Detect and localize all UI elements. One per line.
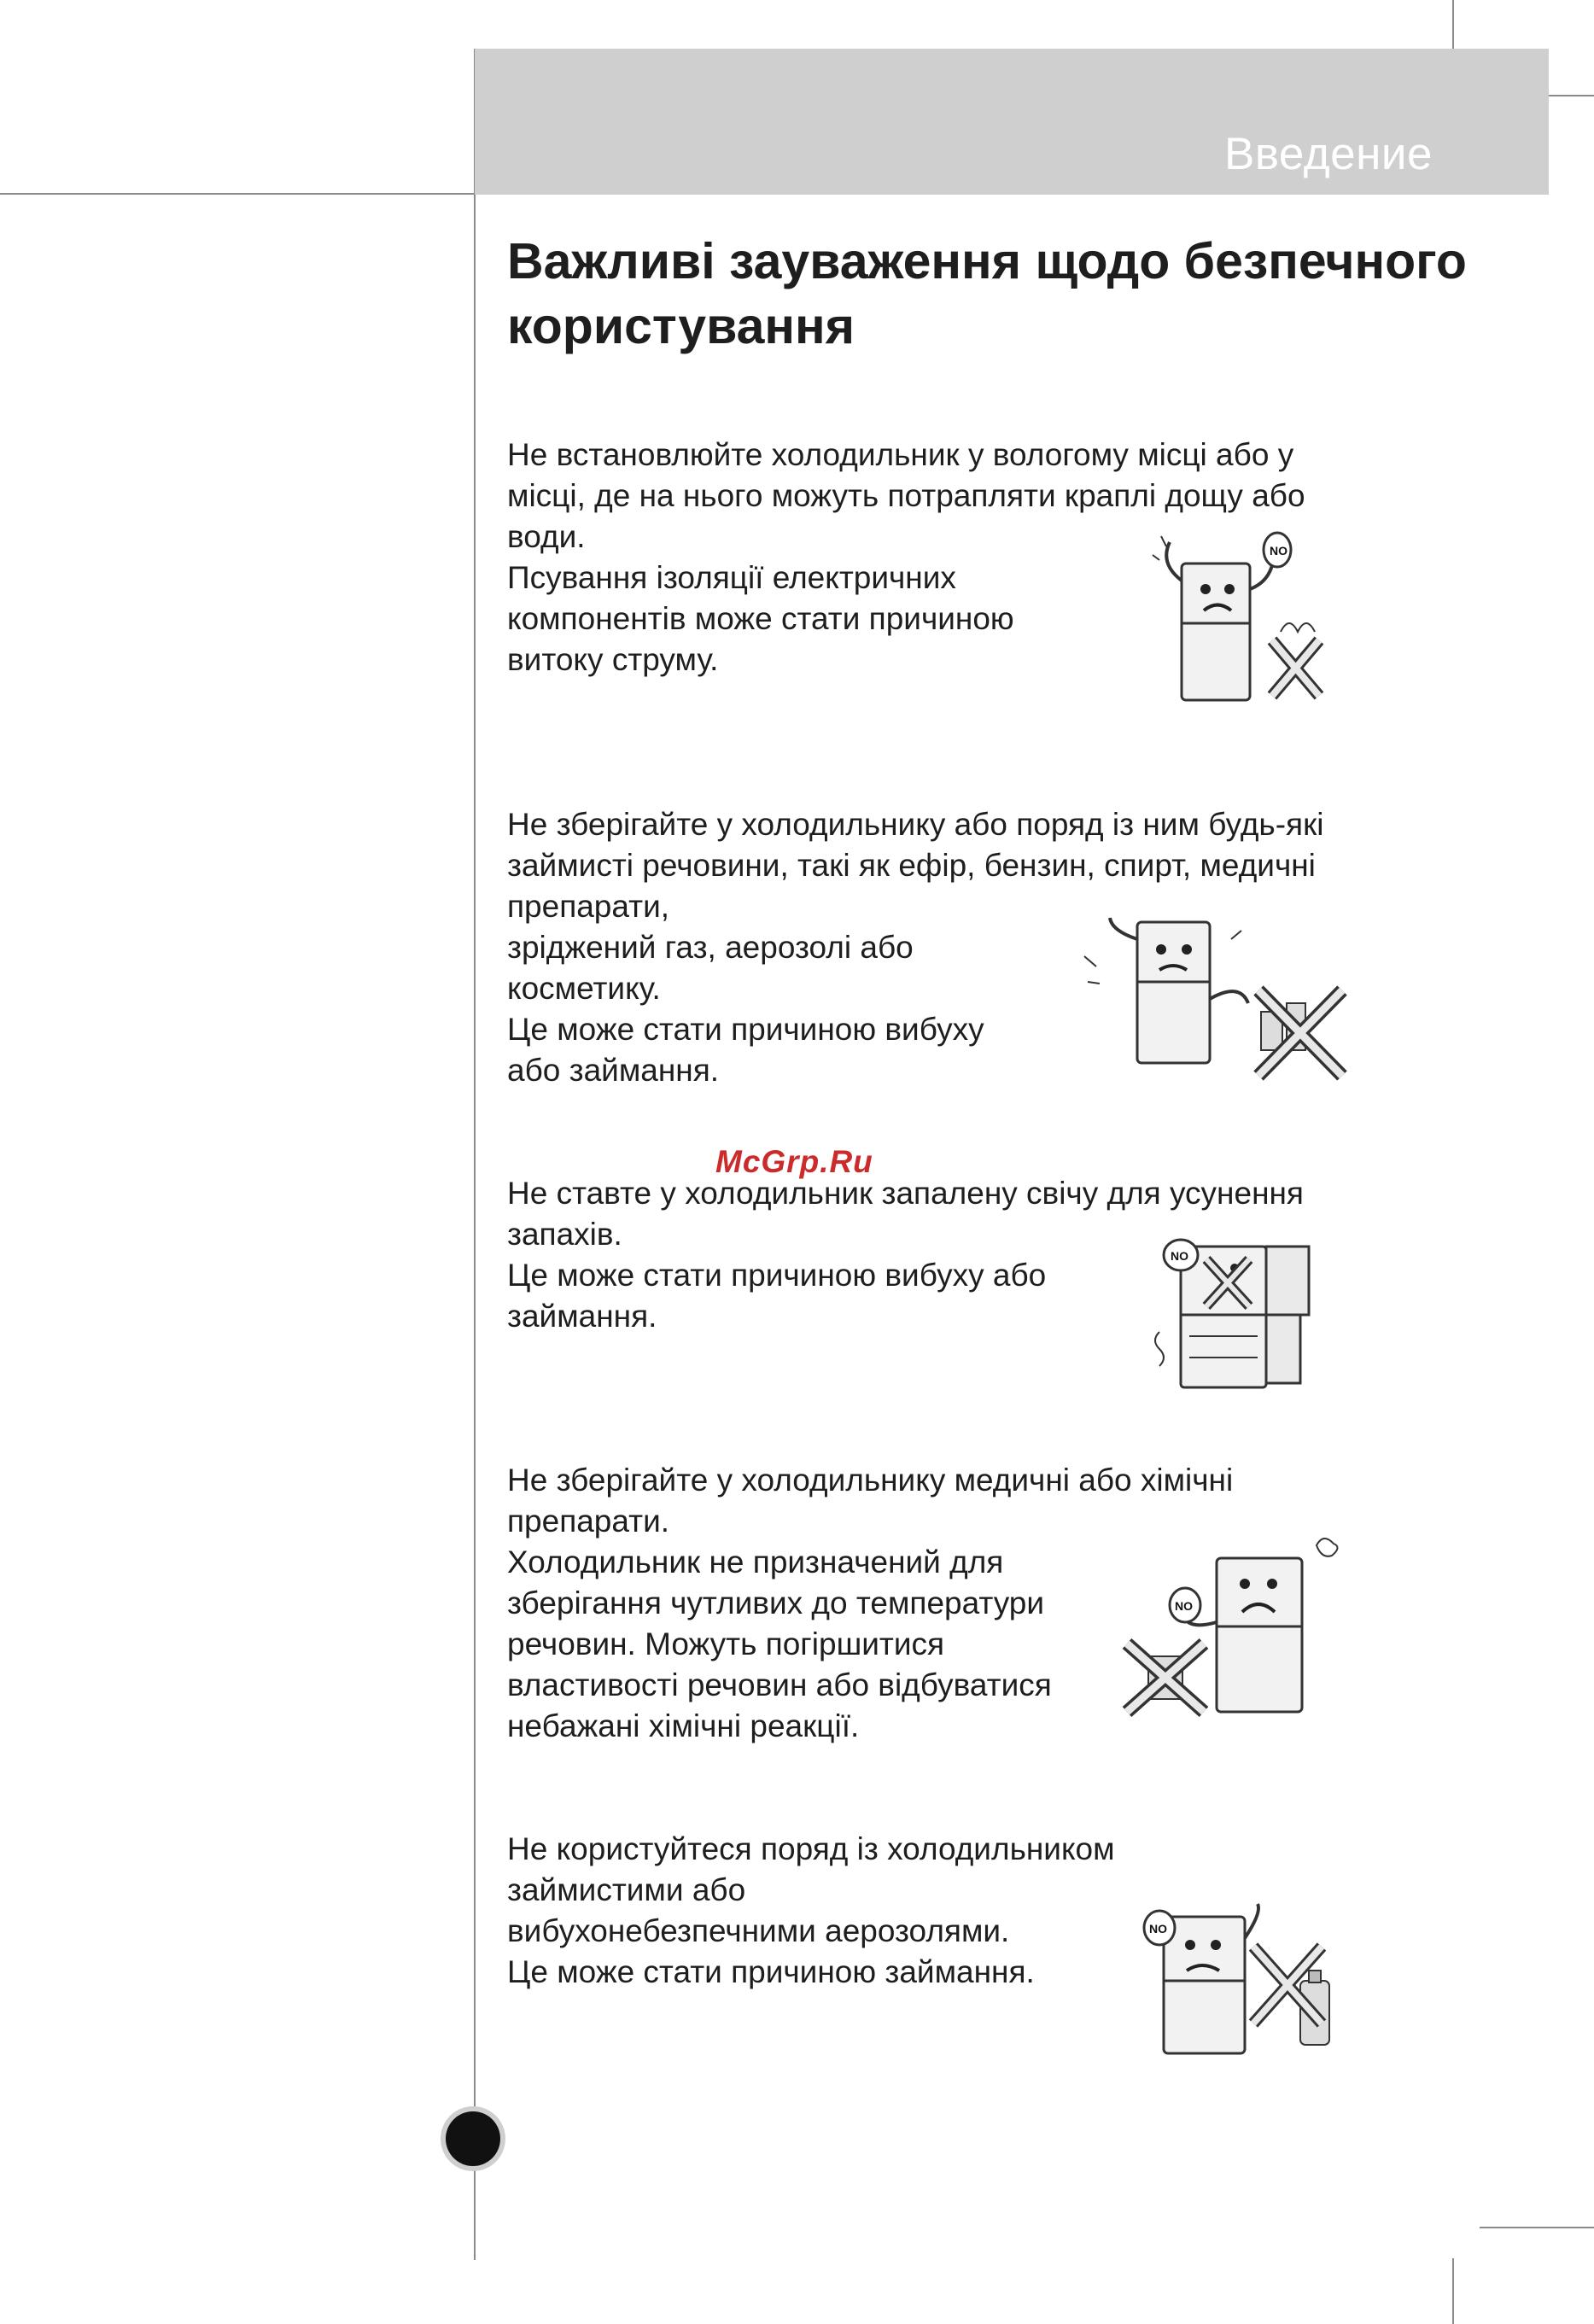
crop-line-left-horizontal: [0, 193, 475, 195]
warning-consequence: Це може стати причиною вибуху або займання.: [507, 1258, 1047, 1334]
crop-line-top-vertical: [1452, 0, 1454, 49]
no-label: NO: [1270, 544, 1287, 558]
watermark: McGrp.Ru: [715, 1144, 873, 1179]
flammable-items-no-icon: [1077, 905, 1351, 1084]
warning-instruction: Не зберігайте у холодильнику медичні або хімічні препарати.: [507, 1463, 1234, 1539]
warning-consequence: Це може стати причиною вибуху або займання.: [507, 1012, 984, 1088]
no-label: NO: [1149, 1922, 1167, 1936]
warning-consequence: Псування ізоляції електричних компонентів може стати причиною витоку струму.: [507, 560, 1014, 677]
no-label: NO: [1175, 1599, 1193, 1613]
margin-rule-vertical: [474, 49, 476, 2260]
medicine-storage-no-icon: [1118, 1528, 1349, 1725]
page-title: Важливі зауваження щодо безпечного користування: [507, 233, 1467, 354]
warning-consequence: Це може стати причиною займання.: [507, 1954, 1035, 1989]
crop-line-bottom-horizontal: [1480, 2227, 1594, 2228]
page-marker-dot: [446, 2111, 500, 2166]
warning-instruction: Не ставте у холодильник запалену свічу для усунення запахів.: [507, 1176, 1304, 1252]
aerosol-spray-no-icon: [1125, 1895, 1356, 2066]
warning-instruction: Не користуйтеся поряд із холодильником займистими або вибухонебезпечними аерозолями.: [507, 1831, 1115, 1948]
warning-instruction: Не зберігайте у холодильнику або поряд із ним будь-які займисті речовини, такі як ефір, бензин, спирт, медичні препарати, зріджений газ, аерозолі або косметику.: [507, 807, 1324, 1006]
section-title: Введение: [1224, 129, 1433, 179]
wet-fridge-no-icon: [1144, 529, 1336, 713]
crop-line-bottom-vertical: [1452, 2258, 1454, 2324]
warning-instruction: Не встановлюйте холодильник у вологому місці або у місці, де на нього можуть потрапляти краплі дощу або води.: [507, 437, 1305, 554]
warning-consequence: Холодильник не призначений для зберігання чутливих до температури речовин. Можуть погіршитися властивості речовин або відбуватися небажані хімічні реакції.: [507, 1544, 1052, 1743]
candle-in-fridge-no-icon: [1142, 1229, 1326, 1400]
no-label: NO: [1171, 1249, 1188, 1263]
